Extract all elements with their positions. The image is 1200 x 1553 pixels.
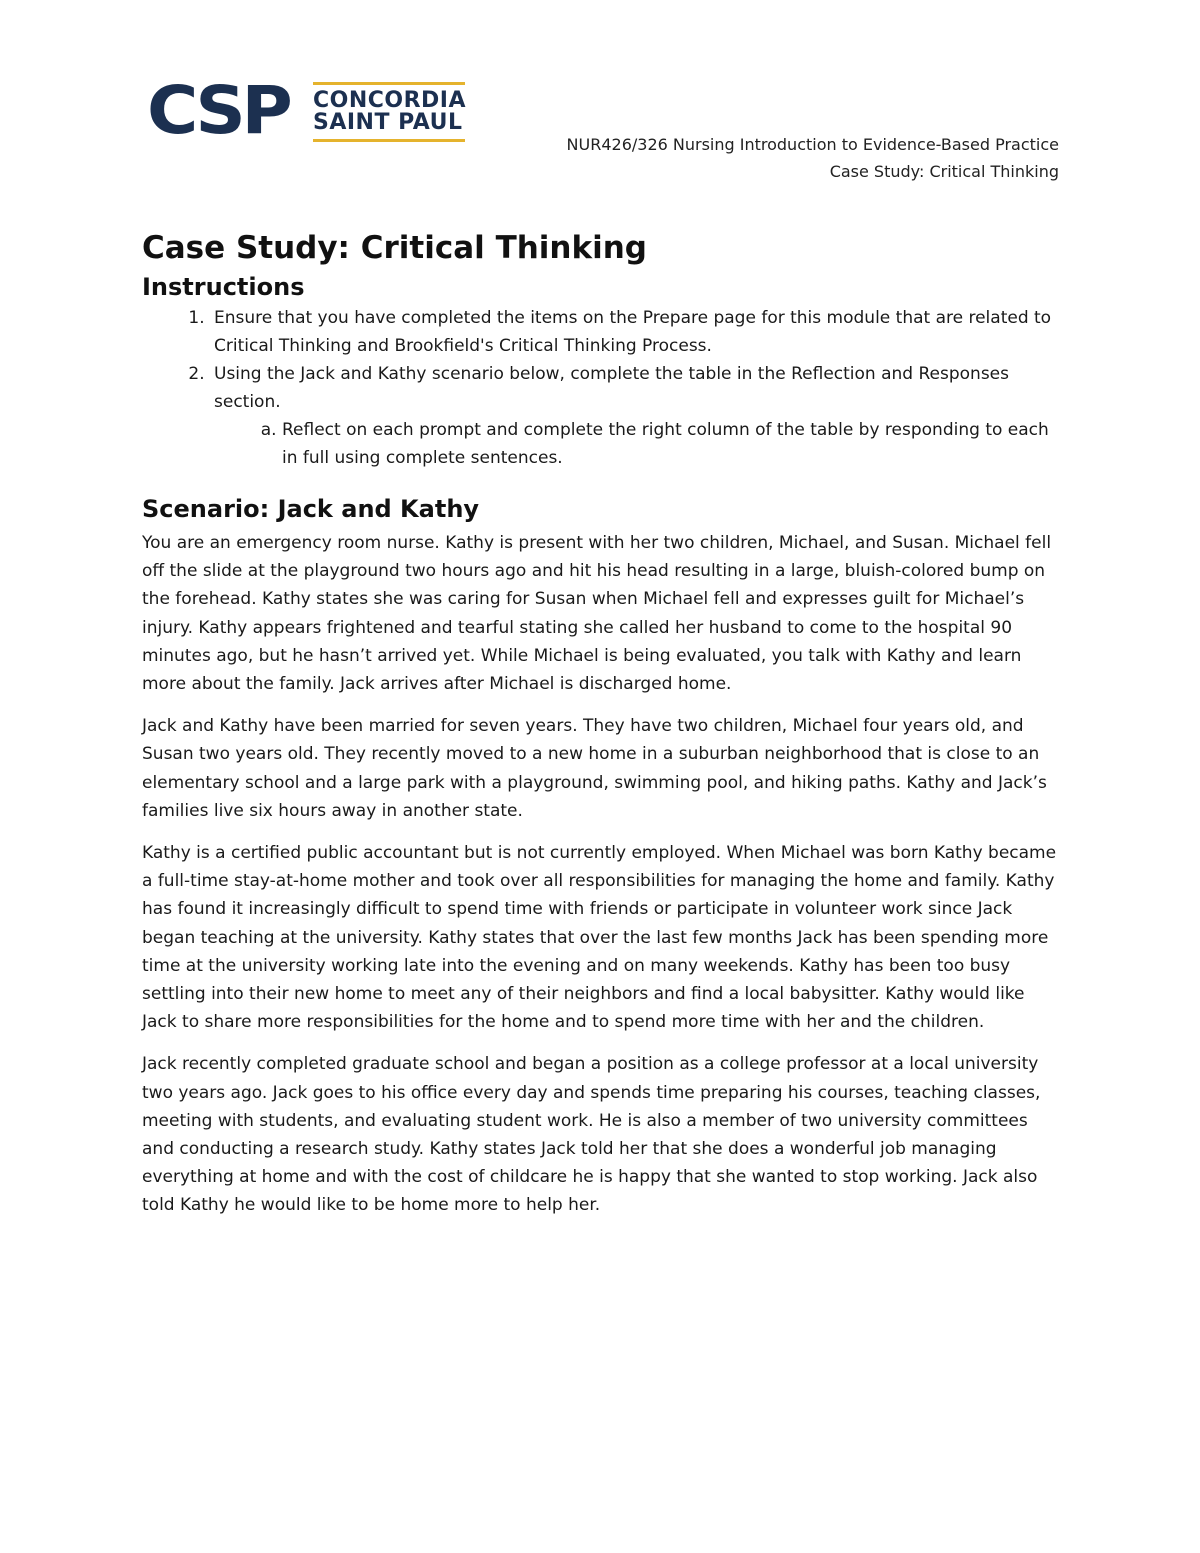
page-title: Case Study: Critical Thinking bbox=[142, 230, 647, 266]
instruction-item bbox=[210, 360, 1060, 472]
instruction-item bbox=[210, 304, 1060, 360]
csp-logo bbox=[147, 72, 467, 149]
logo-line-concordia: CONCORDIA bbox=[313, 88, 467, 113]
logo-line-saint-paul: SAINT PAUL bbox=[313, 110, 463, 135]
scenario-paragraph: Jack recently completed graduate school and began a position as a college professor at a local university two years ago. Jack goes to his office every day and spends time preparing his courses, teaching classes, meeting with students, and evaluating student work. He is also a member of two university committees and conducting a research study. Kathy states Jack told her that she does a wonderful job managing everything at home and with the cost of childcare he is happy that she wanted to stop working. Jack also told Kathy he would like to be home more to help her. bbox=[142, 1054, 1041, 1216]
scenario-paragraph: You are an emergency room nurse. Kathy is present with her two children, Michael, and Susan. Michael fell off the slide at the playground two hours ago and hit his head resulting in a large, bluish-colored bump on the forehead. Kathy states she was caring for Susan when Michael fell and expresses guilt for Michael’s injury. Kathy appears frightened and tearful stating she called her husband to come to the hospital 90 minutes ago, but he hasn’t arrived yet. While Michael is being evaluated, you talk with Kathy and learn more about the family. Jack arrives after Michael is discharged home. bbox=[142, 533, 1052, 695]
instruction-text: Ensure that you have completed the items on the Prepare page for this module that are related to Critical Thinking and Brookfield's Critical Thinking Process. bbox=[214, 308, 1052, 356]
instructions-list bbox=[142, 304, 1060, 472]
instruction-sublist bbox=[214, 416, 1060, 472]
header-doc-title: Case Study: Critical Thinking bbox=[829, 162, 1059, 181]
running-header bbox=[567, 131, 1059, 185]
instruction-text: Using the Jack and Kathy scenario below, complete the table in the Reflection and Responses section. bbox=[214, 364, 1009, 412]
logo-gold-rule-bottom bbox=[313, 139, 465, 142]
header-course: NUR426/326 Nursing Introduction to Evidence-Based Practice bbox=[566, 135, 1059, 154]
scenario-paragraph: Jack and Kathy have been married for seven years. They have two children, Michael four years old, and Susan two years old. They recently moved to a new home in a suburban neighborhood that is close to an elementary school and a large park with a playground, swimming pool, and hiking paths. Kathy and Jack’s families live six hours away in another state. bbox=[142, 716, 1047, 821]
scenario-heading: Scenario: Jack and Kathy bbox=[142, 495, 480, 523]
logo-mark: CSP bbox=[147, 72, 289, 149]
instruction-subitem: a. Reflect on each prompt and complete the right column of the table by responding to each in full using complete sentences. bbox=[282, 416, 1060, 472]
scenario-paragraph: Kathy is a certified public accountant but is not currently employed. When Michael was born Kathy became a full-time stay-at-home mother and took over all responsibilities for managing the home and family. Kathy has found it increasingly difficult to spend time with friends or participate in volunteer work since Jack began teaching at the university. Kathy states that over the last few months Jack has been spending more time at the university working late into the evening and on many weekends. Kathy has been too busy settling into their new home to meet any of their neighbors and find a local babysitter. Kathy would like Jack to share more responsibilities for the home and to spend more time with her and the children. bbox=[142, 843, 1057, 1033]
document-body bbox=[142, 226, 1060, 1234]
logo-gold-rule-top bbox=[313, 82, 465, 85]
instructions-heading: Instructions bbox=[142, 273, 305, 301]
